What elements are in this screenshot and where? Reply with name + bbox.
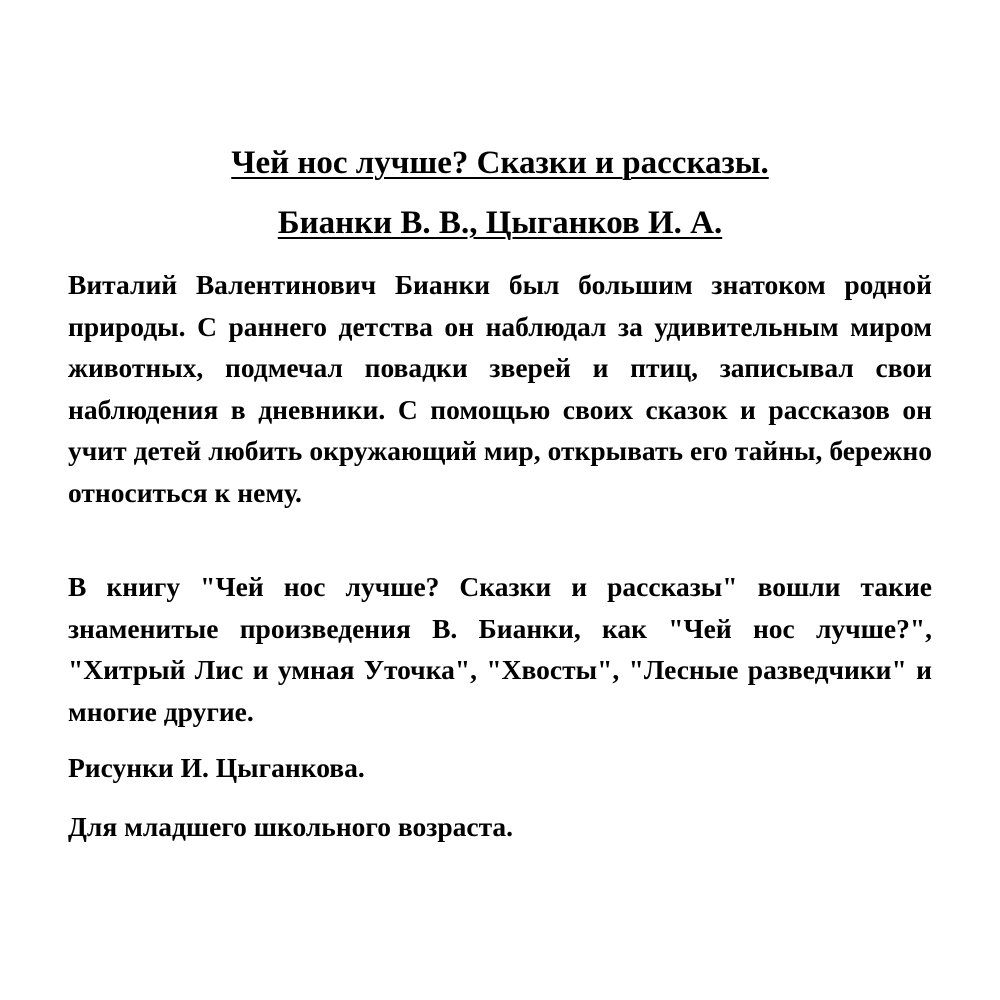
book-title bbox=[0, 143, 1000, 183]
book-authors-text: Бианки В. В., Цыганков И. А. bbox=[277, 205, 723, 241]
description-paragraph-author: Виталий Валентинович Бианки был большим знатоком родной природы. С раннего детства он наблюдал за удивительным миром животных, подмечал повадки зверей и птиц, записывал свои наблюдения в дневники. С помощью своих сказок и рассказов он учит детей любить окружающий мир, открывать его тайны, бережно относиться к нему. bbox=[68, 269, 932, 508]
description-paragraph-contents: В книгу "Чей нос лучше? Сказки и рассказы" вошли такие знаменитые произведения В. Бианки, как "Чей нос лучше?", "Хитрый Лис и умная Уточка", "Хвосты", "Лесные разведчики" и многие другие. bbox=[68, 571, 932, 727]
book-title-text: Чей нос лучше? Сказки и рассказы. bbox=[231, 145, 769, 181]
age-group-note: Для младшего школьного возраста. bbox=[68, 811, 514, 842]
illustrator-note: Рисунки И. Цыганкова. bbox=[68, 752, 365, 783]
book-authors bbox=[0, 203, 1000, 243]
